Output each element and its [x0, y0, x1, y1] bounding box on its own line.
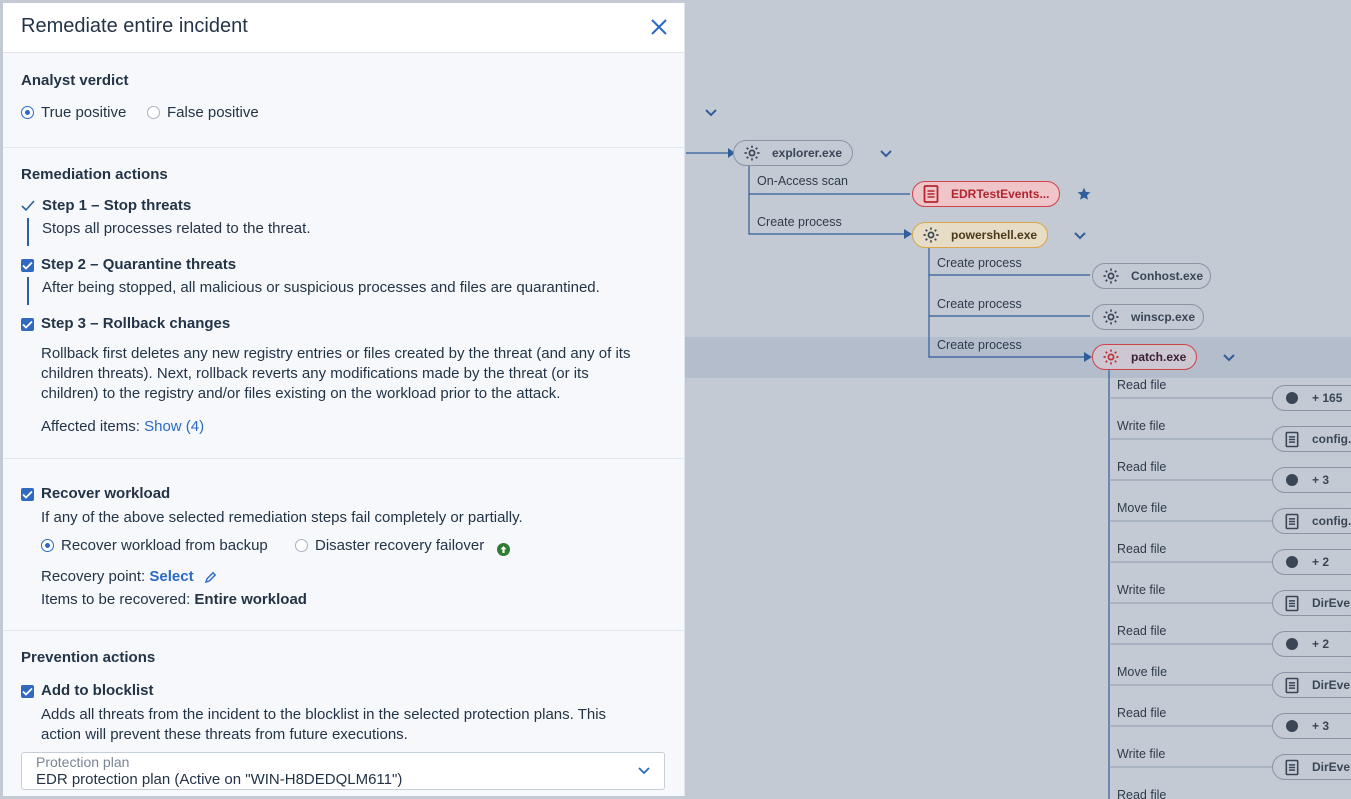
affected-items-show-link[interactable]: Show (4): [144, 418, 205, 435]
recovery-point-label: Recovery point:: [41, 568, 146, 585]
section-title: Remediation actions: [21, 166, 168, 183]
gear-icon: [1101, 266, 1121, 286]
node-label: EDRTestEvents...: [951, 187, 1050, 201]
recover-workload-section: [3, 459, 684, 631]
node-label: + 3: [1312, 473, 1330, 487]
pencil-icon[interactable]: [204, 571, 217, 584]
file-op-node[interactable]: [1272, 426, 1351, 452]
dot-icon: [1282, 470, 1302, 490]
file-op-node[interactable]: [1272, 672, 1351, 698]
protection-plan-select[interactable]: [21, 752, 665, 790]
chevron-down-icon[interactable]: [1222, 353, 1236, 363]
node-label: DirEve: [1312, 596, 1351, 610]
step3-title: Step 3 – Rollback changes: [41, 315, 231, 332]
blocklist-description-line: action will prevent these threats from future executions.: [41, 726, 408, 743]
recovery-point: [41, 567, 194, 587]
file-op-label: Write file: [1117, 747, 1166, 761]
file-op-node[interactable]: [1272, 590, 1351, 616]
radio-disaster-recovery[interactable]: [295, 537, 484, 554]
node-patch[interactable]: [1092, 344, 1197, 370]
edge-label: Create process: [757, 215, 842, 229]
file-op-label: Read file: [1117, 460, 1167, 474]
file-op-label: Move file: [1117, 501, 1168, 515]
chevron-down-icon[interactable]: [879, 149, 893, 159]
remediation-panel: [3, 3, 685, 796]
node-conhost[interactable]: [1092, 263, 1211, 289]
node-label: + 3: [1312, 719, 1330, 733]
dot-icon: [1282, 634, 1302, 654]
step3-description-line: children) to the registry and/or files existing on the workload prior to the attack.: [41, 385, 561, 402]
node-explorer[interactable]: [733, 140, 853, 166]
section-title: Prevention actions: [21, 649, 156, 666]
step2-checkbox[interactable]: [21, 259, 34, 272]
file-op-node[interactable]: [1272, 467, 1351, 493]
document-icon: [1282, 757, 1302, 777]
recover-workload-title: Recover workload: [41, 485, 171, 502]
gear-icon: [742, 143, 762, 163]
file-op-label: Read file: [1117, 788, 1167, 799]
node-label: patch.exe: [1131, 350, 1187, 364]
node-label: + 2: [1312, 555, 1330, 569]
step3-checkbox[interactable]: [21, 318, 34, 331]
radio-label: False positive: [167, 104, 259, 121]
node-label: DirEve: [1312, 760, 1351, 774]
protection-plan-label: Protection plan: [36, 754, 130, 770]
chevron-down-icon[interactable]: [638, 767, 650, 775]
file-op-node[interactable]: [1272, 508, 1351, 534]
file-op-label: Write file: [1117, 419, 1166, 433]
step-connector: [27, 277, 29, 305]
node-label: winscp.exe: [1131, 310, 1196, 324]
document-icon: [1282, 429, 1302, 449]
radio-dot[interactable]: [295, 539, 308, 552]
section-title: Analyst verdict: [21, 72, 129, 89]
recover-workload-checkbox[interactable]: [21, 488, 34, 501]
file-op-label: Read file: [1117, 624, 1167, 638]
node-label: DirEve: [1312, 678, 1351, 692]
radio-dot[interactable]: [21, 106, 34, 119]
close-icon[interactable]: [649, 17, 669, 37]
node-label: + 165: [1312, 391, 1343, 405]
dot-icon: [1282, 716, 1302, 736]
affected-items: [41, 417, 204, 437]
recovery-point-select-link[interactable]: Select: [149, 568, 194, 585]
edge-label: Create process: [937, 297, 1022, 311]
step2-title: Step 2 – Quarantine threats: [41, 256, 237, 273]
node-edrtestevents[interactable]: [912, 181, 1060, 207]
file-op-node[interactable]: [1272, 385, 1351, 411]
radio-dot[interactable]: [41, 539, 54, 552]
file-op-label: Read file: [1117, 706, 1167, 720]
file-op-node[interactable]: [1272, 754, 1351, 780]
radio-recover-from-backup[interactable]: [41, 537, 268, 554]
protection-plan-value: EDR protection plan (Active on "WIN-H8DEDQLM611"): [36, 771, 403, 788]
panel-title: Remediate entire incident: [21, 15, 248, 37]
edge-label: On-Access scan: [757, 174, 849, 188]
gear-icon: [1101, 347, 1121, 367]
node-label: Conhost.exe: [1131, 269, 1204, 283]
step2-description: After being stopped, all malicious or suspicious processes and files are quarantined.: [42, 279, 600, 296]
items-to-recover-value: Entire workload: [194, 591, 307, 608]
document-icon: [921, 184, 941, 204]
step3-description-line: Rollback first deletes any new registry entries or files created by the threat (and any of its: [41, 345, 631, 362]
dot-icon: [1282, 552, 1302, 572]
panel-header: [3, 3, 684, 53]
node-label: + 2: [1312, 637, 1330, 651]
analyst-verdict-section: [3, 53, 684, 148]
file-op-label: Write file: [1117, 583, 1166, 597]
dot-icon: [1282, 388, 1302, 408]
file-op-node[interactable]: [1272, 713, 1351, 739]
blocklist-description-line: Adds all threats from the incident to the blocklist in the selected protection plans. This: [41, 706, 607, 723]
items-to-recover: [41, 590, 307, 610]
blocklist-title: Add to blocklist: [41, 682, 154, 699]
radio-true-positive[interactable]: [21, 104, 126, 121]
chevron-down-icon[interactable]: [1073, 231, 1087, 241]
gear-icon: [1101, 307, 1121, 327]
step-connector: [27, 218, 29, 246]
node-label: config.: [1312, 514, 1351, 528]
radio-false-positive[interactable]: [147, 104, 259, 121]
star-icon[interactable]: [1077, 187, 1091, 201]
remediation-actions-section: [3, 148, 684, 459]
document-icon: [1282, 511, 1302, 531]
step1-description: Stops all processes related to the threat.: [42, 220, 311, 237]
node-label: powershell.exe: [951, 228, 1038, 242]
radio-dot[interactable]: [147, 106, 160, 119]
node-label: explorer.exe: [772, 146, 843, 160]
blocklist-checkbox[interactable]: [21, 685, 34, 698]
document-icon: [1282, 675, 1302, 695]
edge-label: Create process: [937, 256, 1022, 270]
file-op-node[interactable]: [1272, 549, 1351, 575]
file-op-label: Read file: [1117, 378, 1167, 392]
edge-label: Create process: [937, 338, 1022, 352]
items-to-recover-label: Items to be recovered:: [41, 591, 191, 608]
upgrade-icon[interactable]: [497, 543, 510, 556]
affected-items-label: Affected items:: [41, 418, 140, 435]
file-op-label: Read file: [1117, 542, 1167, 556]
radio-label: Disaster recovery failover: [315, 537, 485, 554]
document-icon: [1282, 593, 1302, 613]
file-op-label: Move file: [1117, 665, 1168, 679]
chevron-down-icon[interactable]: [704, 108, 718, 118]
step3-description-line: children threats). Next, rollback reverts any modifications made by the threat (or its: [41, 365, 589, 382]
checkmark-icon: [21, 200, 35, 212]
node-label: config.: [1312, 432, 1351, 446]
gear-icon: [921, 225, 941, 245]
node-winscp[interactable]: [1092, 304, 1204, 330]
recover-workload-description: If any of the above selected remediation steps fail completely or partially.: [41, 509, 523, 526]
step1-title: Step 1 – Stop threats: [42, 197, 192, 214]
radio-label: Recover workload from backup: [61, 537, 268, 554]
file-op-node[interactable]: [1272, 631, 1351, 657]
radio-label: True positive: [41, 104, 127, 121]
node-powershell[interactable]: [912, 222, 1048, 248]
